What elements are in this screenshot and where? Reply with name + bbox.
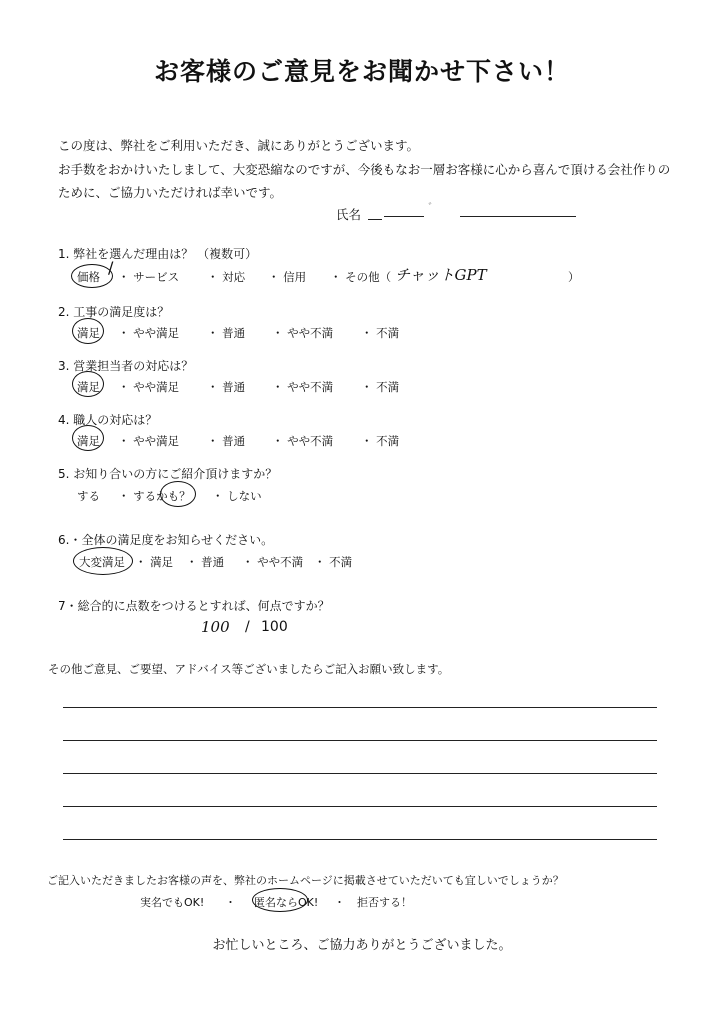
comments-label: その他ご意見、ご要望、アドバイス等ございましたらご記入お願い致します。 (48, 662, 450, 676)
intro-line-2: お手数をおかけいたしまして、大変恐縮なのですが、今後もなお一層お客様に心から喜んで頂ける会社作りの (58, 162, 671, 177)
name-underline-1 (368, 219, 382, 220)
q1-other-handwritten[interactable]: チャットGPT (395, 266, 487, 284)
q4-selection-circle (72, 425, 104, 451)
name-underline-3 (460, 216, 576, 217)
q6-option-satisfied[interactable]: ・ 満足 (135, 555, 174, 569)
q3-option-neutral[interactable]: ・ 普通 (207, 380, 246, 394)
publish-question: ご記入いただきましたお客様の声を、弊社のホームページに掲載させていただいても宜しいでしょうか？ (47, 874, 564, 887)
q2-option-neutral[interactable]: ・ 普通 (207, 326, 246, 340)
q1-check-stroke: / (108, 258, 114, 277)
q4-option-somewhat-dissatisfied[interactable]: ・ やや不満 (272, 434, 334, 448)
q4-option-satisfied[interactable]: 満足 (77, 434, 100, 448)
publish-option-anonymous[interactable]: 匿名ならOK! (254, 896, 319, 909)
q6-label: 6.・全体の満足度をお知らせください。 (58, 533, 274, 547)
q4-option-dissatisfied[interactable]: ・ 不満 (361, 434, 400, 448)
q3-option-somewhat-dissatisfied[interactable]: ・ やや不満 (272, 380, 334, 394)
q6-selection-circle (73, 547, 133, 575)
q2-option-somewhat-dissatisfied[interactable]: ・ やや不満 (272, 326, 334, 340)
name-underline-2 (384, 216, 424, 217)
q7-score-handwritten[interactable]: 100 (201, 618, 230, 636)
q3-label: 3. 営業担当者の対応は？ (58, 359, 194, 373)
q4-option-somewhat-satisfied[interactable]: ・ やや満足 (118, 434, 180, 448)
q5-option-maybe[interactable]: ・ するかも？ (118, 489, 191, 503)
publish-selection-circle (252, 888, 308, 912)
q2-label: 2. 工事の満足度は？ (58, 305, 170, 319)
q7-score-separator: / (245, 619, 250, 635)
q3-selection-circle (72, 371, 104, 397)
q5-option-no[interactable]: ・ しない (212, 489, 262, 503)
publish-option-decline[interactable]: 拒否する！ (357, 896, 412, 909)
q1-label: 1. 弊社を選んだ理由は？ （複数可） (58, 247, 258, 261)
q1-option-other[interactable]: ・ その他（ (330, 270, 392, 284)
q2-option-satisfied[interactable]: 満足 (77, 326, 100, 340)
publish-separator-2: ・ (334, 896, 345, 909)
q1-option-service[interactable]: ・ サービス (118, 270, 180, 284)
q1-option-price[interactable]: 価格 (77, 270, 100, 284)
closing-message: お忙しいところ、ご協力ありがとうございました。 (212, 938, 512, 953)
publish-separator-1: ・ (225, 896, 236, 909)
publish-option-real-name[interactable]: 実名でもOK! (140, 896, 205, 909)
name-redaction-mark: ﾞ (428, 201, 435, 215)
q6-option-neutral[interactable]: ・ 普通 (186, 555, 225, 569)
intro-line-3: ために、ご協力いただければ幸いです。 (58, 185, 283, 200)
q1-selection-circle (71, 264, 113, 288)
q5-selection-circle (160, 481, 196, 507)
q2-option-somewhat-satisfied[interactable]: ・ やや満足 (118, 326, 180, 340)
q3-option-dissatisfied[interactable]: ・ 不満 (361, 380, 400, 394)
q6-option-dissatisfied[interactable]: ・ 不満 (314, 555, 353, 569)
q6-option-very-satisfied[interactable]: 大変満足 (79, 555, 125, 569)
q7-label: 7・総合的に点数をつけるとすれば、何点ですか？ (58, 599, 330, 613)
q7-score-max: 100 (261, 619, 288, 635)
comment-line-4[interactable] (63, 806, 657, 807)
q5-label: 5. お知り合いの方にご紹介頂けますか？ (58, 467, 278, 481)
comment-line-1[interactable] (63, 707, 657, 708)
comment-line-3[interactable] (63, 773, 657, 774)
comment-line-2[interactable] (63, 740, 657, 741)
q1-option-trust[interactable]: ・ 信用 (268, 270, 307, 284)
q3-option-somewhat-satisfied[interactable]: ・ やや満足 (118, 380, 180, 394)
q1-close-paren: ） (568, 270, 580, 284)
q4-option-neutral[interactable]: ・ 普通 (207, 434, 246, 448)
q5-option-yes[interactable]: する (77, 489, 100, 503)
q3-option-satisfied[interactable]: 満足 (77, 380, 100, 394)
q2-selection-circle (72, 318, 104, 344)
q1-option-response[interactable]: ・ 対応 (207, 270, 246, 284)
comment-line-5[interactable] (63, 839, 657, 840)
page-title: お客様のご意見をお聞かせ下さい！ (153, 57, 570, 86)
name-label: 氏名 (336, 207, 362, 222)
intro-line-1: この度は、弊社をご利用いただき、誠にありがとうございます。 (58, 138, 420, 153)
q4-label: 4. 職人の対応は？ (58, 413, 158, 427)
q2-option-dissatisfied[interactable]: ・ 不満 (361, 326, 400, 340)
q6-option-somewhat-dissatisfied[interactable]: ・ やや不満 (242, 555, 304, 569)
